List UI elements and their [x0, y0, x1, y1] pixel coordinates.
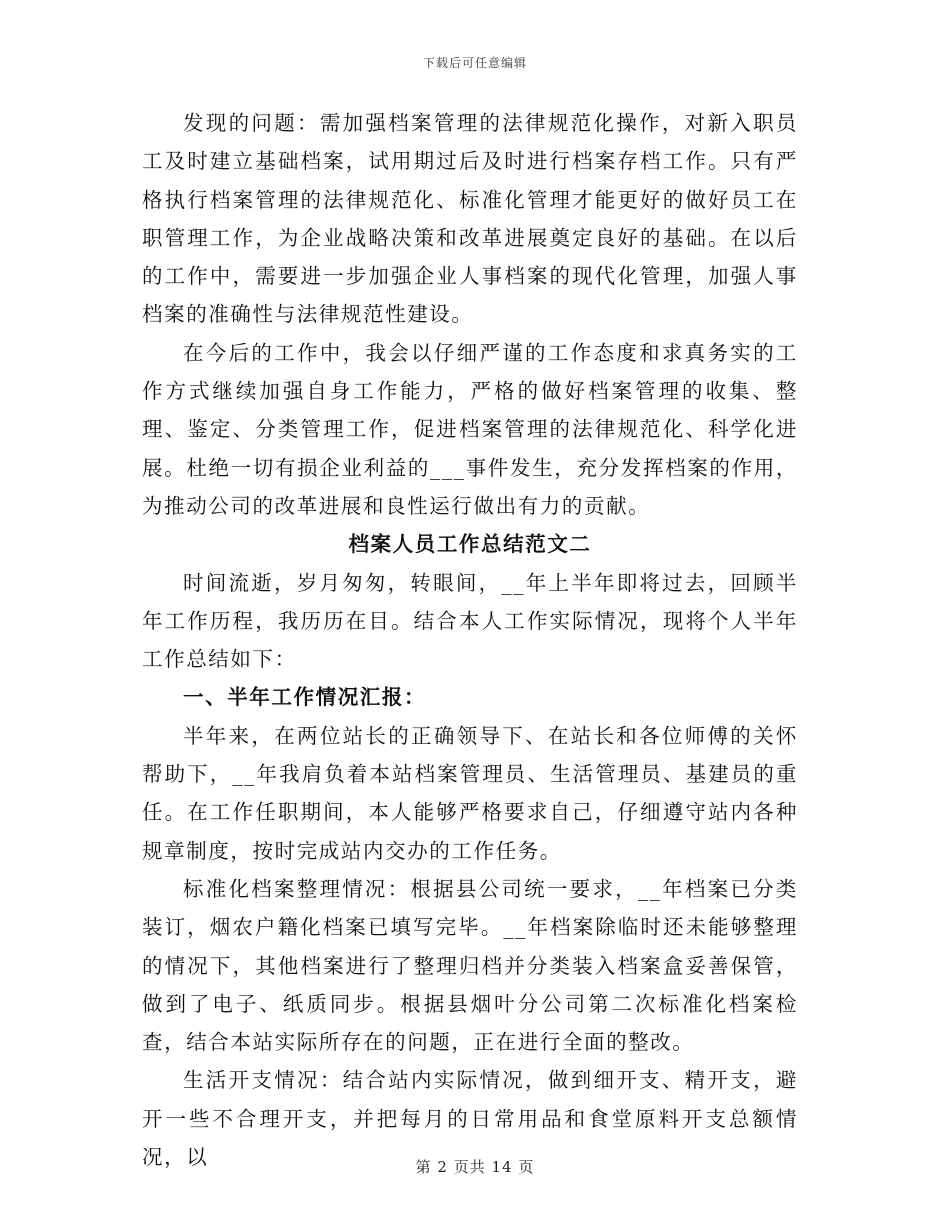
page-number: 第 2 页共 14 页	[415, 1158, 535, 1176]
document-body	[142, 104, 798, 1176]
subheading-half-year-report: 一、半年工作情况汇报：	[183, 685, 427, 710]
paragraph-living-expenses: 生活开支情况：结合站内实际情况，做到细开支、精开支，避开一些不合理开支，并把每月的日常用品和食堂原料开支总额情况，以	[142, 1068, 798, 1170]
paragraph-archive-standardization: 标准化档案整理情况：根据县公司统一要求，__年档案已分类装订，烟农户籍化档案已填写完毕。__年档案除临时还未能够整理的情况下，其他档案进行了整理归档并分类装入档案盒妥善保管，做到了电子、纸质同步。根据县烟叶分公司第二次标准化档案检查，结合本站实际所存在的问题，正在进行全面的整改。	[142, 876, 798, 1055]
paragraph-problems-found: 发现的问题：需加强档案管理的法律规范化操作，对新入职员工及时建立基础档案，试用期过后及时进行档案存档工作。只有严格执行档案管理的法律规范化、标准化管理才能更好的做好员工在职管理工作，为企业战略决策和改革进展奠定良好的基础。在以后的工作中，需要进一步加强企业人事档案的现代化管理，加强人事档案的准确性与法律规范性建设。	[142, 111, 798, 327]
paragraph-future-work: 在今后的工作中，我会以仔细严谨的工作态度和求真务实的工作方式继续加强自身工作能力，严格的做好档案管理的收集、整理、鉴定、分类管理工作，促进档案管理的法律规范化、科学化进展。杜绝一切有损企业利益的___事件发生，充分发挥档案的作用，为推动公司的改革进展和良性运行做出有力的贡献。	[142, 340, 798, 518]
paragraph-half-year-duties: 半年来，在两位站长的正确领导下、在站长和各位师傅的关怀帮助下，__年我肩负着本站档案管理员、生活管理员、基建员的重任。在工作任职期间，本人能够严格要求自己，仔细遵守站内各种规章制度，按时完成站内交办的工作任务。	[142, 723, 798, 863]
section-title: 档案人员工作总结范文二	[348, 532, 592, 557]
paragraph-intro: 时间流逝，岁月匆匆，转眼间，__年上半年即将过去，回顾半年工作历程，我历历在目。结合本人工作实际情况，现将个人半年工作总结如下：	[142, 570, 798, 672]
header-note: 下载后可任意编辑	[422, 56, 527, 70]
